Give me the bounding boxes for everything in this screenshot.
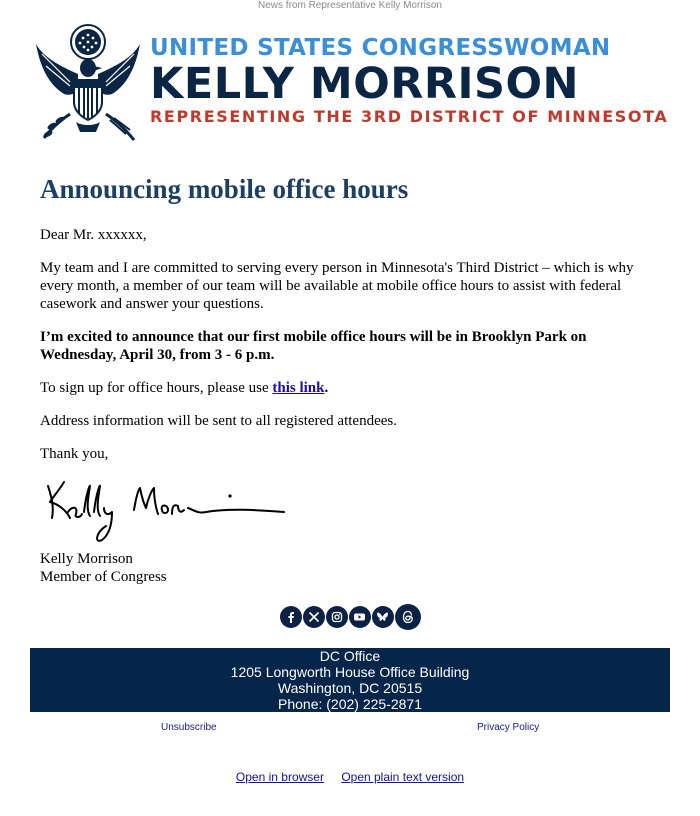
banner-district-line: REPRESENTING THE 3RD DISTRICT OF MINNESOTA [150,107,669,126]
signature-block [40,550,167,586]
youtube-icon[interactable] [349,606,371,628]
x-twitter-icon[interactable] [303,606,325,628]
view-options-links [0,770,700,784]
banner-title-line: UNITED STATES CONGRESSWOMAN [150,35,611,61]
privacy-policy-link[interactable]: Privacy Policy [477,722,540,733]
banner-name-line: KELLY MORRISON [150,59,579,109]
threads-icon[interactable] [395,604,421,630]
office-footer [30,648,670,712]
signup-paragraph [40,379,660,397]
instagram-icon[interactable] [326,606,348,628]
office-name: DC Office [319,648,381,664]
signup-suffix: . [324,380,329,396]
announcement-paragraph [40,328,660,364]
address-paragraph: Address information will be sent to all registered attendees. [40,413,397,429]
greeting: Dear Mr. xxxxxx, [40,227,147,243]
unsubscribe-link[interactable]: Unsubscribe [161,722,217,733]
office-city: Washington, DC 20515 [277,680,423,696]
closing-text: Thank you, [40,446,109,462]
announcement-text: I’m excited to announce that our first mobile office hours will be in Brooklyn Park on Wednesday, April 30, from 3 - 6 p.m. [40,329,587,363]
signature-title: Member of Congress [40,569,167,585]
office-street: 1205 Longworth House Office Building [230,664,470,680]
preheader-text: News from Representative Kelly Morrison [258,0,442,11]
social-links [0,606,700,630]
bluesky-icon[interactable] [372,606,394,628]
open-in-browser-link[interactable]: Open in browser [235,770,324,784]
facebook-icon[interactable] [280,606,302,628]
signup-link[interactable]: this link [272,380,325,396]
office-phone: Phone: (202) 225-2871 [278,696,422,712]
signup-prefix: To sign up for office hours, please use [40,380,273,396]
header-banner [150,34,670,127]
signature-name: Kelly Morrison [40,551,133,567]
congressional-seal-logo [30,22,146,146]
page-title: Announcing mobile office hours [40,174,409,204]
email-body [40,226,660,478]
open-plain-text-link[interactable]: Open plain text version [341,770,465,784]
intro-paragraph: My team and I are committed to serving every person in Minnesota's Third District – which is why every month, a member of our team will be available at mobile office hours to assist with federal casework and answer your questions. [40,260,634,312]
handwritten-signature [38,474,288,546]
